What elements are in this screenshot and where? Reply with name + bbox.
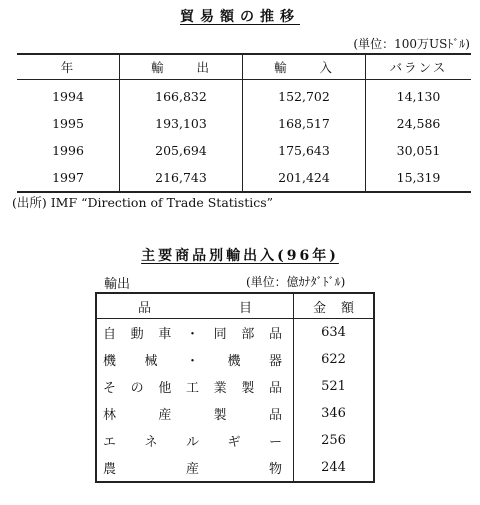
item-cell: 機械・機器 [96,346,294,373]
trade-trend-title: 貿易額の推移 [180,9,300,25]
exports-cell: 166,832 [120,80,243,111]
table-row [96,454,374,482]
item-cell: 農産物 [96,454,294,482]
balance-cell: 24,586 [366,110,472,137]
header-imports: 輸 入 [243,54,366,80]
year-cell: 1995 [17,110,120,137]
table-row [96,319,374,347]
trade-trend-table [17,53,471,193]
amount-cell: 634 [294,319,375,347]
header-amount: 金 額 [294,293,375,319]
exports-label: 輸出 [104,277,131,292]
amount-cell: 346 [294,400,375,427]
table-row [17,137,471,164]
imports-cell: 201,424 [243,164,366,192]
table-row [96,346,374,373]
source-note: (出所) IMF “Direction of Trade Statistics” [12,195,274,210]
table-header-row [17,54,471,80]
amount-cell: 244 [294,454,375,482]
balance-cell: 30,051 [366,137,472,164]
table-row [17,164,471,192]
table-row [96,400,374,427]
table-row [17,110,471,137]
table-row [96,373,374,400]
year-cell: 1996 [17,137,120,164]
amount-cell: 521 [294,373,375,400]
exports-cell: 205,694 [120,137,243,164]
imports-cell: 175,643 [243,137,366,164]
item-cell: 自動車・同部品 [96,319,294,347]
table-row [17,80,471,111]
year-cell: 1994 [17,80,120,111]
imports-cell: 168,517 [243,110,366,137]
exports-cell: 216,743 [120,164,243,192]
commodity-trade-title: 主要商品別輸出入(96年) [141,248,339,264]
header-balance: バランス [366,54,472,80]
imports-cell: 152,702 [243,80,366,111]
item-cell: エネルギー [96,427,294,454]
header-exports: 輸 出 [120,54,243,80]
table-header-row [96,293,374,319]
balance-cell: 14,130 [366,80,472,111]
exports-cell: 193,103 [120,110,243,137]
commodity-unit: (単位：億ｶﾅﾀﾞﾄﾞﾙ) [246,275,346,289]
item-cell: その他工業製品 [96,373,294,400]
balance-cell: 15,319 [366,164,472,192]
item-cell: 林産製品 [96,400,294,427]
header-year: 年 [17,54,120,80]
amount-cell: 256 [294,427,375,454]
header-item: 品 目 [96,293,294,319]
commodity-exports-table [95,292,375,483]
table-row [96,427,374,454]
trade-trend-unit: (単位：100万USﾄﾞﾙ) [353,37,470,51]
amount-cell: 622 [294,346,375,373]
year-cell: 1997 [17,164,120,192]
